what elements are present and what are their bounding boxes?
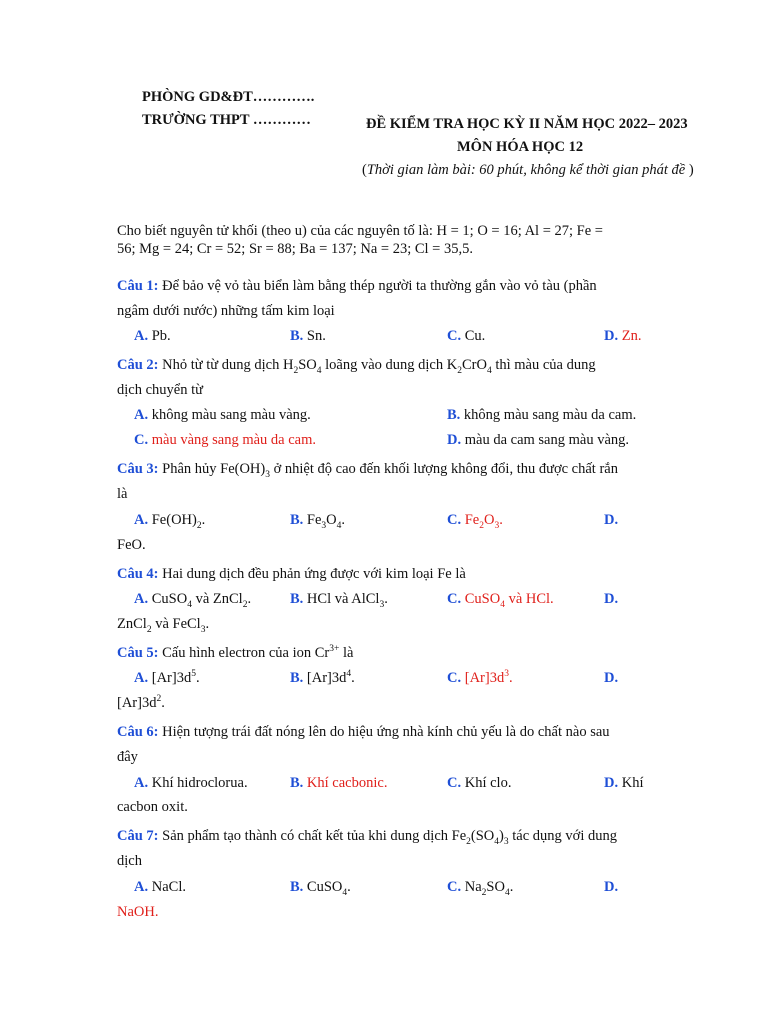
option-text: . [195, 670, 200, 686]
option-text: không màu sang màu vàng. [148, 407, 311, 423]
option-text: NaCl. [148, 879, 186, 895]
subscript: 3 [265, 469, 270, 480]
option-2a[interactable] [134, 407, 311, 424]
option-key: C. [447, 670, 462, 686]
option-1c[interactable] [447, 328, 485, 345]
option-key: C. [447, 879, 462, 895]
time-note-open: ( [362, 162, 367, 178]
subscript: 2 [242, 599, 248, 610]
question-3-line-2: là [117, 486, 128, 502]
option-key: B. [290, 879, 304, 895]
question-2 [117, 357, 651, 374]
option-5c[interactable] [447, 670, 513, 687]
question-1-line-2: ngâm dưới nước) những tấm kim loại [117, 303, 335, 319]
option-text: Sn. [303, 328, 326, 344]
option-text: . [201, 512, 206, 528]
superscript: 5 [191, 669, 196, 680]
option-text-correct: Khí cacbonic. [303, 775, 388, 791]
option-text-correct: CuSO [461, 591, 501, 607]
option-4b[interactable] [290, 591, 388, 608]
option-key: C. [447, 591, 462, 607]
question-label: Câu 1: [117, 278, 159, 294]
option-7d-text: NaOH. [117, 904, 159, 920]
option-text: Pb. [148, 328, 171, 344]
option-key: C. [134, 432, 149, 448]
option-key: C. [447, 512, 462, 528]
option-text: Fe [303, 512, 322, 528]
superscript: 4 [346, 669, 352, 680]
question-text: Sản phẩm tạo thành có chất kết tủa khi dung dịch Fe [158, 828, 467, 844]
subscript: 3 [200, 624, 206, 635]
option-key: D. [604, 879, 619, 895]
option-text: HCl và AlCl [303, 591, 380, 607]
question-7 [117, 828, 651, 845]
option-key: D. [604, 775, 619, 791]
question-text: ở nhiệt độ cao đến khối lượng không đổi, thu được chất rắn [269, 461, 618, 477]
option-5b[interactable] [290, 670, 355, 687]
exam-title: ĐỀ KIỂM TRA HỌC KỲ II NĂM HỌC 2022– 2023 [366, 116, 688, 132]
department-label: PHÒNG GD&ĐT…………. [142, 89, 315, 105]
option-2d[interactable] [447, 432, 629, 449]
option-6b[interactable] [290, 775, 387, 792]
time-note-text: Thời gian làm bài: 60 phút, không kể thời gian phát đề [366, 162, 686, 178]
option-3b[interactable] [290, 512, 345, 529]
superscript: 2 [156, 694, 162, 705]
option-text-correct: . [499, 512, 503, 528]
option-key: A. [134, 670, 149, 686]
option-key: D. [604, 670, 619, 686]
option-7d[interactable] [604, 879, 618, 896]
option-text: Cu. [461, 328, 486, 344]
option-text: màu da cam sang màu vàng. [461, 432, 630, 448]
option-key: A. [134, 775, 149, 791]
option-key: A. [134, 407, 149, 423]
option-5a[interactable] [134, 670, 200, 687]
option-text: . [509, 879, 514, 895]
subscript: 3 [503, 836, 509, 847]
option-text: . [205, 616, 210, 632]
option-text: . [161, 695, 165, 711]
subject-title: MÔN HÓA HỌC 12 [457, 139, 584, 155]
option-7c[interactable] [447, 879, 513, 896]
subscript: 3 [379, 599, 385, 610]
subscript: 4 [187, 599, 192, 610]
subscript: 3 [321, 520, 327, 531]
question-text: tác dụng với dung [508, 828, 617, 844]
option-text: . [341, 512, 346, 528]
option-7a[interactable] [134, 879, 186, 896]
question-1 [117, 278, 651, 295]
option-text: Khí clo. [461, 775, 512, 791]
question-6 [117, 724, 651, 741]
question-3 [117, 461, 651, 478]
question-label: Câu 7: [117, 828, 159, 844]
option-text: . [347, 879, 351, 895]
time-note [362, 162, 694, 179]
question-label: Câu 5: [117, 645, 159, 661]
question-text: Cấu hình electron của ion Cr [158, 645, 330, 661]
option-text: [Ar]3d [303, 670, 347, 686]
subscript: 4 [504, 887, 510, 898]
option-1b[interactable] [290, 328, 326, 345]
option-6c[interactable] [447, 775, 511, 792]
option-key: A. [134, 512, 149, 528]
option-text: ZnCl [117, 616, 147, 632]
option-3d-text: FeO. [117, 537, 146, 553]
question-text: Phân hủy Fe(OH) [158, 461, 266, 477]
question-text: là [339, 645, 354, 661]
option-2c[interactable] [134, 432, 316, 449]
subscript: 2 [196, 520, 202, 531]
option-text: và FeCl [151, 616, 201, 632]
option-6d-text: cacbon oxit. [117, 799, 188, 815]
option-4d[interactable] [604, 591, 618, 608]
option-text-correct: . [508, 670, 513, 686]
option-key: B. [290, 775, 304, 791]
option-text-correct: [Ar]3d [461, 670, 505, 686]
superscript: 3+ [329, 644, 340, 655]
option-key: B. [290, 512, 304, 528]
option-text: SO [486, 879, 505, 895]
option-6a[interactable] [134, 775, 248, 792]
option-text-correct: O [483, 512, 495, 528]
option-3d[interactable] [604, 512, 618, 529]
question-text: Để bảo vệ vỏ tàu biển làm bằng thép người ta thường gắn vào vỏ tàu (phần [158, 278, 597, 294]
option-key: D. [604, 328, 619, 344]
option-text: CuSO [148, 591, 188, 607]
option-7b[interactable] [290, 879, 351, 896]
option-1d[interactable] [604, 328, 641, 345]
question-text: Hai dung dịch đều phản ứng được với kim loại Fe là [158, 566, 466, 582]
option-4a[interactable] [134, 591, 251, 608]
option-text-correct: Zn. [618, 328, 642, 344]
option-4c[interactable] [447, 591, 554, 608]
question-7-line-2: dịch [117, 853, 142, 869]
subscript: 4 [342, 887, 348, 898]
subscript: 2 [466, 836, 471, 847]
question-text: Hiện tượng trái đất nóng lên do hiệu ứng nhà kính chủ yếu là do chất nào sau [158, 724, 610, 740]
question-label: Câu 2: [117, 357, 159, 373]
question-text: Nhỏ từ từ dung dịch H [158, 357, 294, 373]
option-text: Na [461, 879, 482, 895]
option-3c[interactable] [447, 512, 503, 529]
option-text: [Ar]3d [117, 695, 157, 711]
subscript: 2 [293, 365, 299, 376]
option-text: [Ar]3d [148, 670, 192, 686]
option-key: A. [134, 879, 149, 895]
option-text: . [351, 670, 355, 686]
option-key: D. [604, 512, 619, 528]
option-text: CuSO [303, 879, 343, 895]
subscript: 4 [486, 365, 492, 376]
question-4 [117, 566, 651, 583]
option-text: O [326, 512, 337, 528]
option-text: Fe(OH) [148, 512, 197, 528]
subscript: 4 [500, 599, 505, 610]
school-label: TRƯỜNG THPT ………… [142, 112, 311, 128]
subscript: 2 [457, 365, 462, 376]
option-text: . [247, 591, 252, 607]
superscript: 3 [504, 669, 509, 680]
option-2b[interactable] [447, 407, 636, 424]
question-text: ) [499, 828, 504, 844]
option-key: D. [447, 432, 462, 448]
option-text: . [384, 591, 388, 607]
option-text: không màu sang màu da cam. [460, 407, 637, 423]
option-6d[interactable] [604, 775, 643, 792]
option-5d[interactable] [604, 670, 618, 687]
option-1a[interactable] [134, 328, 171, 345]
option-5d-text [117, 695, 165, 712]
question-text: CrO [461, 357, 487, 373]
subscript: 2 [146, 624, 152, 635]
option-key: B. [290, 591, 304, 607]
question-text: SO [298, 357, 317, 373]
question-text: thì màu của dung [491, 357, 596, 373]
option-3a[interactable] [134, 512, 205, 529]
subscript: 3 [494, 520, 500, 531]
option-key: B. [290, 670, 304, 686]
option-key: B. [290, 328, 304, 344]
option-key: A. [134, 328, 149, 344]
question-2-line-2: dịch chuyển từ [117, 382, 203, 398]
option-text-correct: và HCl. [504, 591, 554, 607]
option-text: và ZnCl [191, 591, 243, 607]
option-text: Khí [618, 775, 644, 791]
option-4d-text [117, 616, 209, 633]
question-label: Câu 4: [117, 566, 159, 582]
option-key: C. [447, 328, 462, 344]
time-note-close: ) [685, 162, 694, 178]
question-5 [117, 645, 651, 662]
option-key: D. [604, 591, 619, 607]
option-key: B. [447, 407, 461, 423]
subscript: 4 [316, 365, 322, 376]
subscript: 2 [479, 520, 484, 531]
option-key: C. [447, 775, 462, 791]
option-key: A. [134, 591, 149, 607]
option-text-correct: màu vàng sang màu da cam. [148, 432, 317, 448]
option-text: Khí hidroclorua. [148, 775, 248, 791]
question-label: Câu 3: [117, 461, 159, 477]
option-text-correct: Fe [461, 512, 480, 528]
intro-line-1: Cho biết nguyên tử khối (theo u) của các nguyên tố là: H = 1; O = 16; Al = 27; Fe = [117, 223, 603, 239]
subscript: 2 [481, 887, 487, 898]
question-text: loãng vào dung dịch K [321, 357, 458, 373]
subscript: 4 [494, 836, 500, 847]
subscript: 4 [336, 520, 342, 531]
question-label: Câu 6: [117, 724, 159, 740]
question-text: (SO [470, 828, 495, 844]
question-6-line-2: đây [117, 749, 138, 765]
intro-line-2: 56; Mg = 24; Cr = 52; Sr = 88; Ba = 137; Na = 23; Cl = 35,5. [117, 241, 473, 257]
